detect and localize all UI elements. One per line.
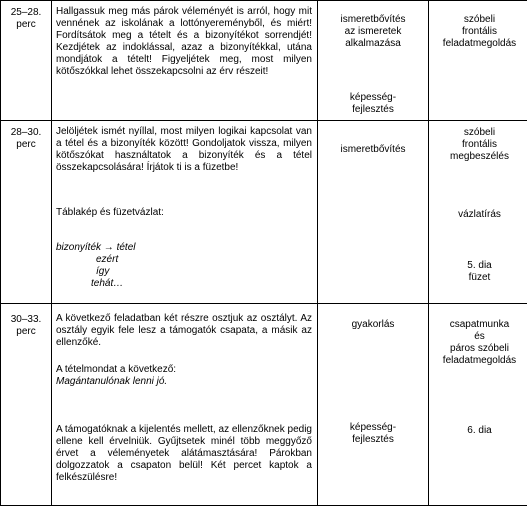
goal-line: fejlesztés <box>318 434 428 446</box>
goal-block <box>318 14 428 50</box>
goal-line: ismeretbővítés <box>318 14 428 26</box>
goal-cell <box>318 304 429 506</box>
form-block <box>429 425 527 437</box>
goal-line: képesség- <box>318 92 428 104</box>
form-line: frontális <box>429 26 527 38</box>
form-line: 6. dia <box>429 425 527 437</box>
form-line: és <box>429 331 527 343</box>
form-line: feladatmegoldás <box>429 38 527 50</box>
sketch-line: bizonyíték → tétel <box>56 242 317 254</box>
goal-block <box>318 319 428 331</box>
form-block <box>429 209 527 221</box>
goal-line: gyakorlás <box>318 319 428 331</box>
time-cell <box>1 1 52 121</box>
form-block <box>429 14 527 50</box>
form-line: csapatmunka <box>429 319 527 331</box>
form-block <box>429 127 527 163</box>
time-cell <box>1 304 52 506</box>
time-range: 25–28. <box>1 7 51 19</box>
form-line: füzet <box>429 272 527 284</box>
goal-line: ismeretbővítés <box>318 144 428 156</box>
sketch-line: ezért <box>96 254 317 266</box>
goal-line: alkalmazása <box>318 38 428 50</box>
form-line: feladatmegoldás <box>429 355 527 367</box>
form-cell <box>429 121 527 304</box>
form-cell <box>429 304 527 506</box>
time-unit: perc <box>1 139 51 151</box>
goal-cell <box>318 121 429 304</box>
activity-cell <box>52 1 318 121</box>
time-unit: perc <box>1 19 51 31</box>
activity-cell <box>52 304 318 506</box>
form-line: szóbeli <box>429 14 527 26</box>
form-line: vázlatírás <box>429 209 527 221</box>
sketch-line: így <box>96 266 317 278</box>
goal-line: fejlesztés <box>318 104 428 116</box>
thesis-text: Magántanulónak lenni jó. <box>56 376 317 388</box>
activity-cell <box>52 121 318 304</box>
form-line: szóbeli <box>429 127 527 139</box>
form-line: páros szóbeli <box>429 343 527 355</box>
activity-text: A következő feladatban két részre osztjuk az osztályt. Az osztály egyik fele lesz a támogatók csapata, a másik az ellenzőké. <box>52 304 317 349</box>
table-row <box>1 121 527 304</box>
goal-block <box>318 422 428 446</box>
form-cell <box>429 1 527 121</box>
activity-text: Jelöljétek ismét nyíllal, most milyen logikai kapcsolat van a tétel és a bizonyíték között! Gondoljatok vissza, milyen kötőszókat használtatok a bizonyíték és a tétel összekapcsolására! Írjátok ti is a füzetbe! <box>52 121 317 174</box>
goal-block <box>318 144 428 156</box>
time-cell <box>1 121 52 304</box>
time-unit: perc <box>1 326 51 338</box>
goal-line: az ismeretek <box>318 26 428 38</box>
table-row <box>1 1 527 121</box>
goal-block <box>318 92 428 116</box>
sketch-line: tehát… <box>91 278 317 290</box>
time-range: 30–33. <box>1 314 51 326</box>
goal-cell <box>318 1 429 121</box>
goal-line: képesség- <box>318 422 428 434</box>
activity-text: Hallgassuk meg más párok véleményét is arról, hogy mit vennének az iskolának a lottónyereményből, és miért! Fordítsátok meg a tételt és a bizonyítékot sorrendjét! Kezdjétek az indoklással, azaz a bizonyítékkal, utána mondjátok a tételt! Figyeljétek meg, most milyen kötőszókkal lehet összekapcsolni az érv részeit! <box>52 1 317 78</box>
form-line: frontális <box>429 139 527 151</box>
thesis-label: A tételmondat a következő: <box>56 364 317 376</box>
form-block <box>429 319 527 367</box>
form-line: 5. dia <box>429 260 527 272</box>
sketch-subtitle: Táblakép és füzetvázlat: <box>56 207 317 219</box>
table-row <box>1 304 527 506</box>
form-block <box>429 260 527 284</box>
form-line: megbeszélés <box>429 151 527 163</box>
activity-text: A támogatóknak a kijelentés mellett, az ellenzőknek pedig ellene kell érvelniük. Gyűjtsetek minél több meggyőző érvet a véleményetek alátámasztására! Párokban dolgozzatok a csapaton belül! Két percet kaptok a felkészülésre! <box>56 424 312 484</box>
time-range: 28–30. <box>1 127 51 139</box>
